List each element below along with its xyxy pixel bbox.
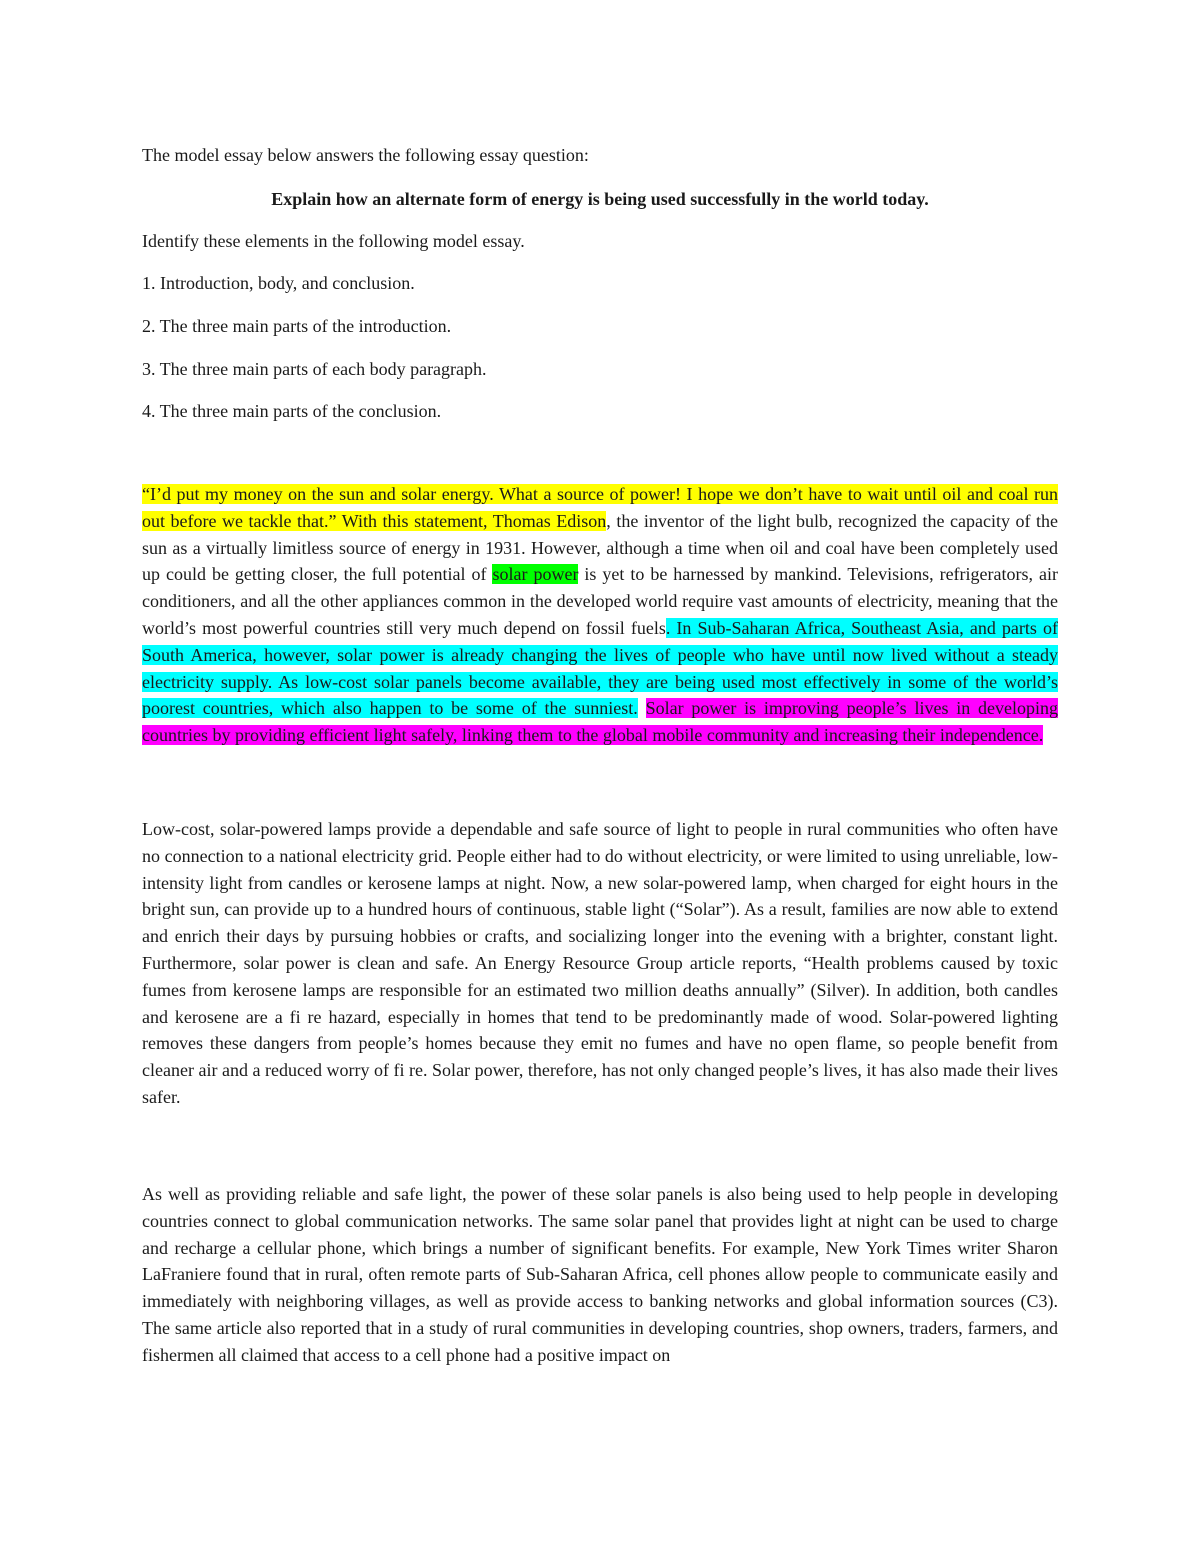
essay-question: Explain how an alternate form of energy is being used successfully in the world today.	[271, 189, 929, 209]
hook-highlight: “I’d put my money on the sun and solar energy. What a source of power! I hope we don’t have to wait until oil and coal run out before we tackle that.” With this statement, Thomas Edison	[142, 484, 1058, 531]
intro-text-b: is yet to be harnessed by mankind. Televisions, refrigerators, air conditioners, and all the other appliances common in the developed world require vast amounts of electricity, meaning that the world’s most powerful countries still very much depend on fossil fuels	[142, 564, 1058, 638]
thesis-highlight: Solar power is improving people’s lives in developing countries by providing efficient light safely, linking them to the global mobile community and increasing their independence.	[142, 698, 1059, 746]
list-item-2: 2. The three main parts of the introduction.	[142, 316, 452, 336]
intro-text-a: , the inventor of the light bulb, recognized the capacity of the sun as a virtually limitless source of energy in 1931. However, although a time when oil and coal have been completely used up could be getting closer, the full potential of	[142, 510, 1058, 585]
body-paragraph-1: Low-cost, solar-powered lamps provide a dependable and safe source of light to people in rural communities who often have no connection to a national electricity grid. People either had to do without electricity, or were limited to using unreliable, low-intensity light from candles or kerosene lamps at night. Now, a new solar-powered lamp, when charged for eight hours in the bright sun, can provide up to a hundred hours of continuous, stable light (“Solar”). As a result, families are now able to extend and enrich their days by pursuing hobbies or crafts, and socializing longer into the evening with a brighter, constant light. Furthermore, solar power is clean and safe. An Energy Resource Group article reports, “Health problems caused by toxic fumes from kerosene lamps are responsible for an estimated two million deaths annually” (Silver). In addition, both candles and kerosene are a fi re hazard, especially in homes that tend to be predominantly made of wood. Solar-powered lighting removes these dangers from people’s homes because they emit no fumes and have no open flame, so people benefit from cleaner air and a reduced worry of fi re. Solar power, therefore, has not only changed people’s lives, it has also made their lives safer.	[142, 819, 1058, 1107]
intro-space	[638, 698, 646, 718]
instruction-line: Identify these elements in the following model essay.	[142, 231, 525, 251]
background-highlight: . In Sub-Saharan Africa, Southeast Asia, and parts of South America, however, solar power is already changing the lives of people who have until now lived without a steady electricity supply. As low-cost solar panels become available, they are being used most effectively in some of the world’s poorest countries, which also happen to be some of the sunniest.	[142, 617, 1058, 719]
list-item-1: 1. Introduction, body, and conclusion.	[142, 273, 415, 293]
body-paragraph-2: As well as providing reliable and safe light, the power of these solar panels is also being used to help people in developing countries connect to global communication networks. The same solar panel that provides light at night can be used to charge and recharge a cellular phone, which brings a number of significant benefits. For example, New York Times writer Sharon LaFraniere found that in rural, often remote parts of Sub-Saharan Africa, cell phones allow people to communicate easily and immediately with neighboring villages, as well as provide access to banking networks and global information sources (C3). The same article also reported that in a study of rural communities in developing countries, shop owners, traders, farmers, and fishermen all claimed that access to a cell phone had a positive impact on	[142, 1184, 1058, 1365]
introduction-paragraph	[142, 481, 1058, 749]
topic-highlight: solar power	[492, 564, 579, 585]
list-item-4: 4. The three main parts of the conclusion.	[142, 401, 442, 421]
list-item-3: 3. The three main parts of each body paragraph.	[142, 359, 487, 379]
intro-sentence: The model essay below answers the following essay question:	[142, 145, 589, 165]
